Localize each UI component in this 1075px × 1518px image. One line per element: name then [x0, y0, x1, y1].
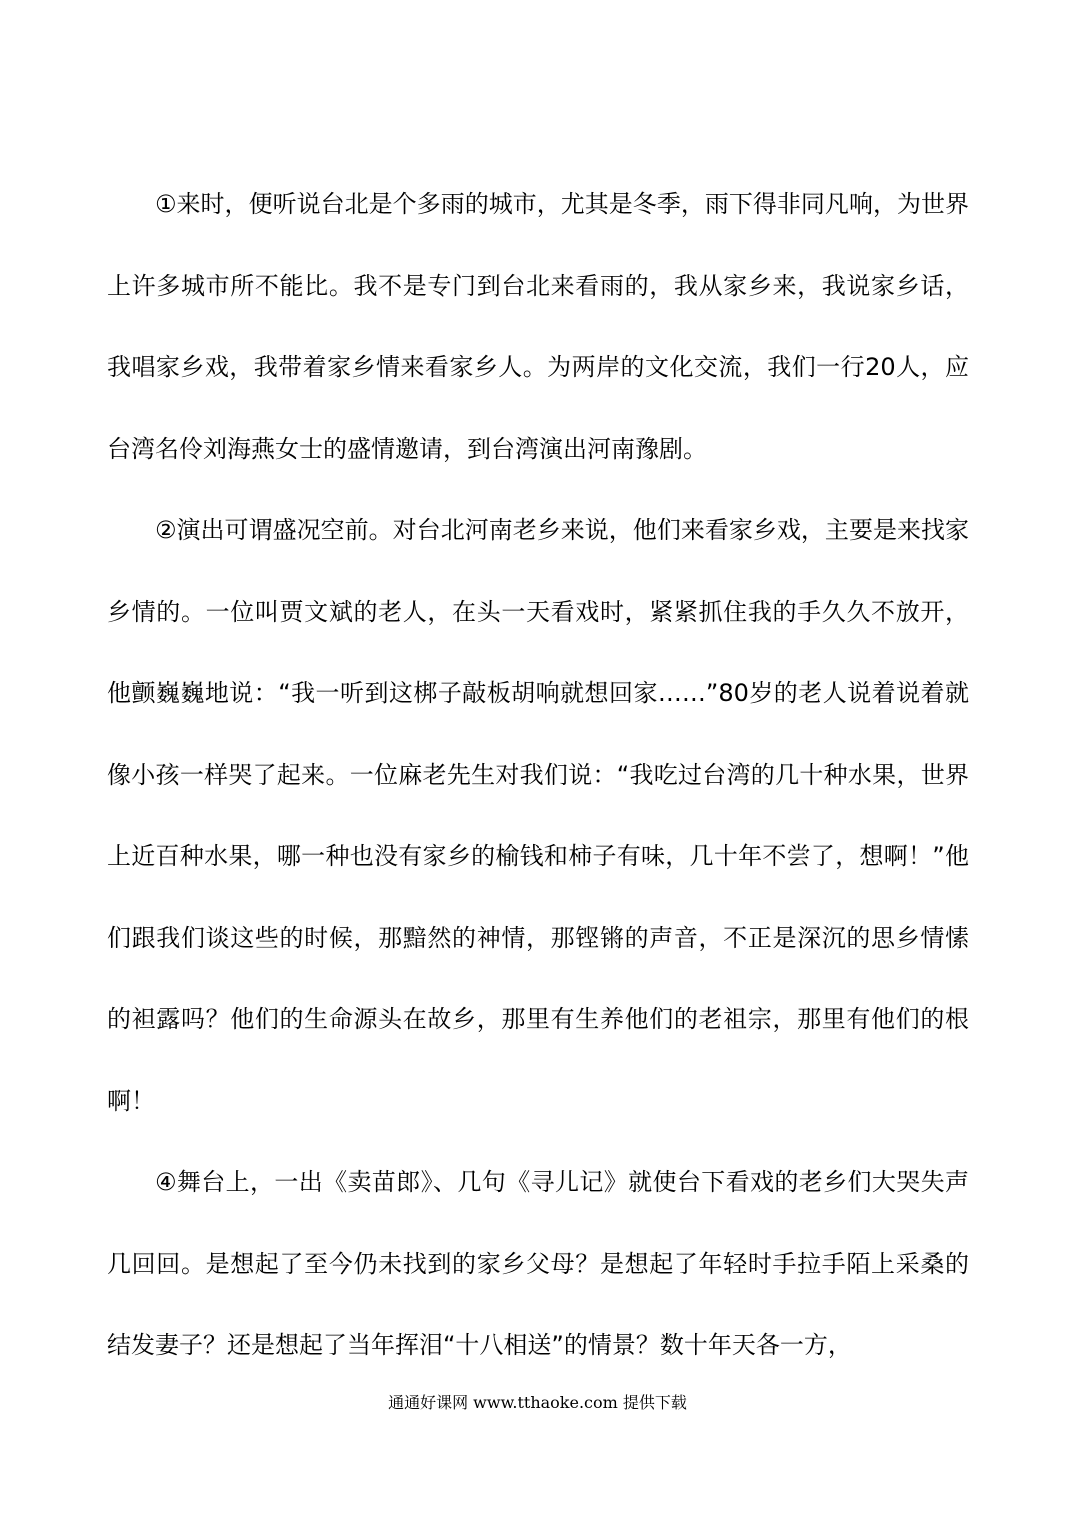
document-body	[107, 164, 969, 1387]
paragraph-3: ④舞台上，一出《卖苗郎》、几句《寻儿记》就使台下看戏的老乡们大哭失声几回回。是想起了至今仍未找到的家乡父母？是想起了年轻时手拉手陌上采桑的结发妻子？还是想起了当年挥泪“十八相送”的情景？数十年天各一方，	[107, 1168, 969, 1359]
page-footer: 通通好课网 www.tthaoke.com 提供下载	[388, 1393, 687, 1412]
paragraph-2: ②演出可谓盛况空前。对台北河南老乡来说，他们来看家乡戏，主要是来找家乡情的。一位叫贾文斌的老人，在头一天看戏时，紧紧抓住我的手久久不放开，他颤巍巍地说：“我一听到这梆子敲板胡响就想回家……”80岁的老人说着说着就像小孩一样哭了起来。一位麻老先生对我们说：“我吃过台湾的几十种水果，世界上近百种水果，哪一种也没有家乡的榆钱和柿子有味，几十年不尝了，想啊！”他们跟我们谈这些的时候，那黯然的神情，那铿锵的声音，不正是深沉的思乡情愫的袒露吗？他们的生命源头在故乡，那里有生养他们的老祖宗，那里有他们的根啊！	[107, 516, 969, 1115]
paragraph-1: ①来时，便听说台北是个多雨的城市，尤其是冬季，雨下得非同凡响，为世界上许多城市所不能比。我不是专门到台北来看雨的，我从家乡来，我说家乡话，我唱家乡戏，我带着家乡情来看家乡人。为两岸的文化交流，我们一行20人，应台湾名伶刘海燕女士的盛情邀请，到台湾演出河南豫剧。	[107, 190, 969, 463]
